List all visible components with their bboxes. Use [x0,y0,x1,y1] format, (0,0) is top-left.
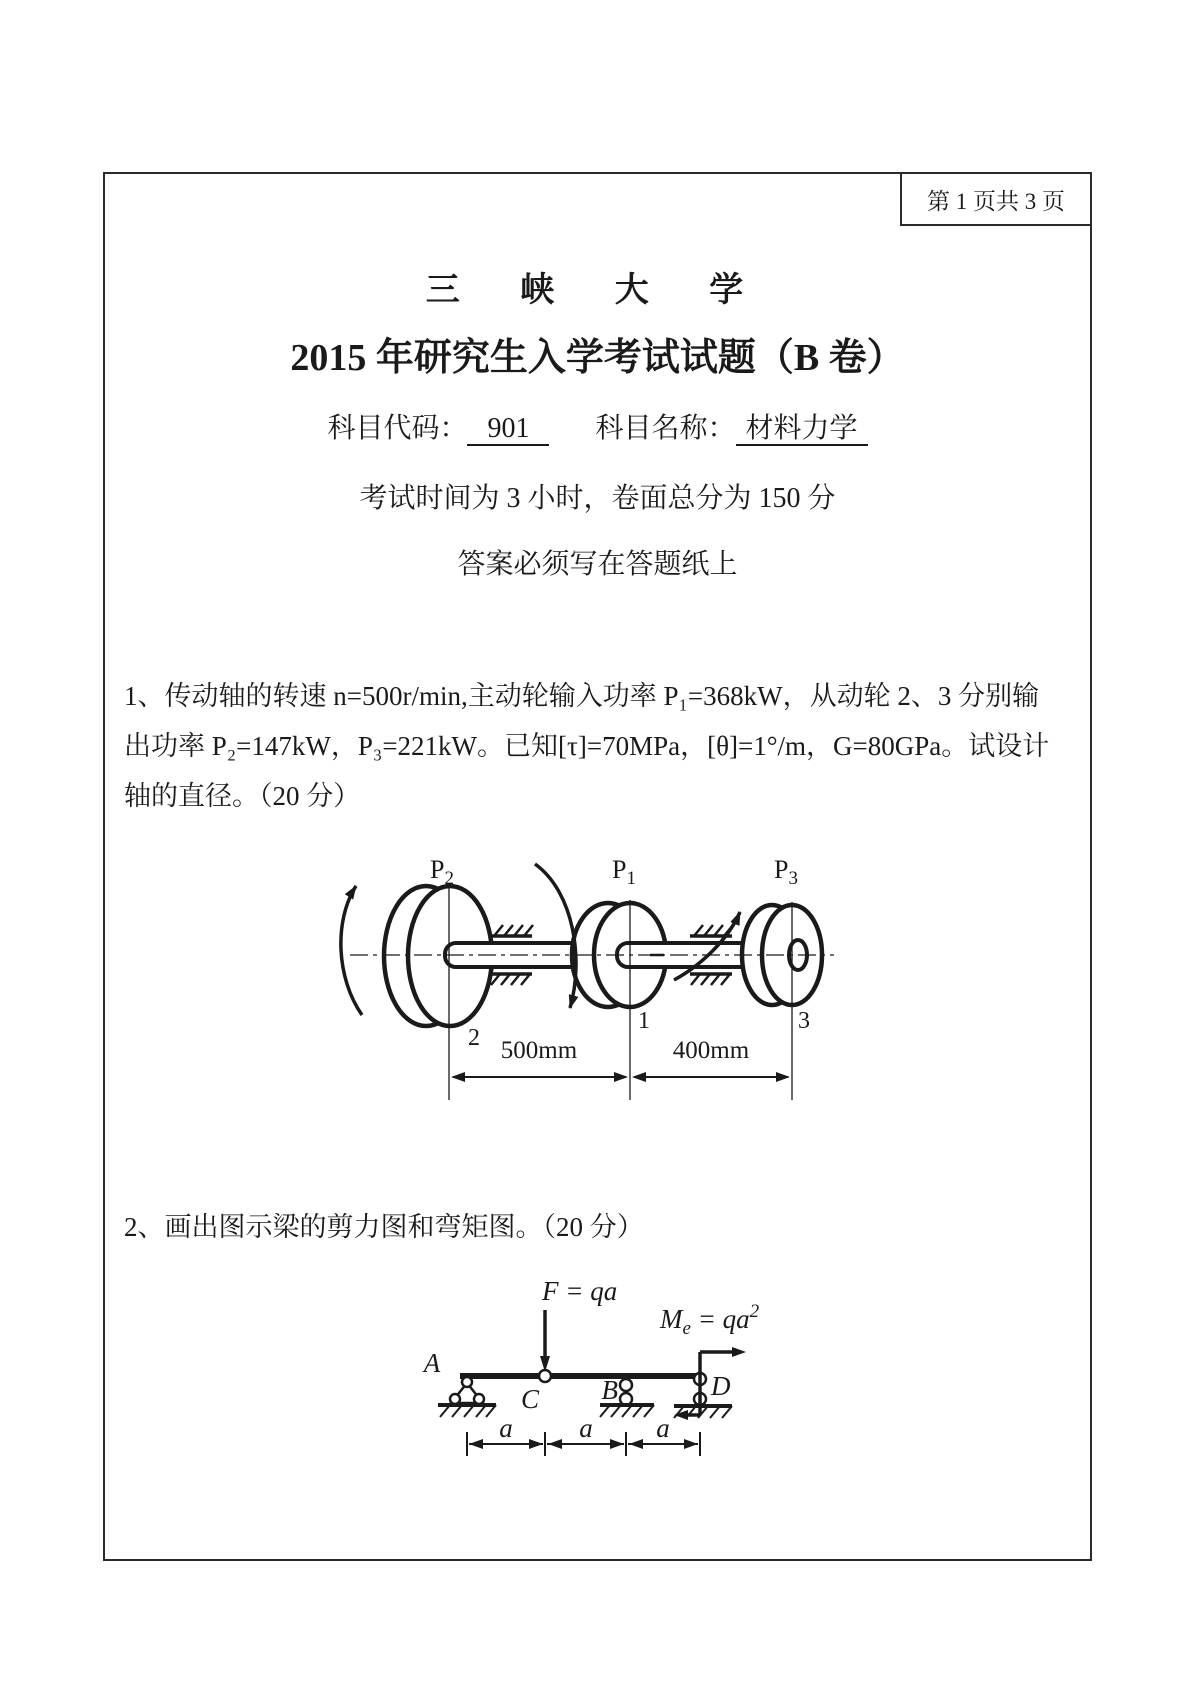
subject-line [105,406,1090,446]
beam-diagram [402,1252,832,1502]
subject-name-value: 材料力学 [736,413,868,446]
subject-code-label: 科目代码： [327,413,468,444]
shaft-diagram [332,800,852,1120]
question1-text [124,671,1064,821]
exam-duration: 考试时间为 3 小时，卷面总分为 150 分 [359,483,836,514]
force-label: F = qa [542,1276,618,1306]
label-P3: $P_3$ [774,855,798,889]
point-label-C: C [520,1384,540,1414]
wheel-number-3: 3 [798,1008,810,1034]
label-P1: $P_1$ [612,855,636,889]
answer-note: 答案必须写在答题纸上 [457,549,738,580]
svg-text:400mm: 400mm [672,1037,750,1064]
page-number-box [900,172,1092,226]
beam-dimensions [467,1413,700,1456]
dim-a-2: a [579,1413,593,1443]
dim-a-3: a [656,1413,670,1443]
question1-line2: 出功率 P₂=147kW，P₃=221kW。已知[τ]=70MPa，[θ]=1°/m，G=80GPa。试设计 [124,731,1050,761]
wheel-number-1: 1 [638,1008,650,1034]
rotation-arrow-left [341,886,362,1015]
rotation-arrow-middle [535,864,576,1008]
exam-page [103,172,1092,1561]
subject-code-value: 901 [467,413,549,446]
support-A [438,1377,496,1417]
question1-line3: 轴的直径。（20 分） [124,781,361,811]
force-arrow [540,1310,550,1372]
moment-label: $M_e = qa^2$ [660,1301,760,1339]
question2-text: 2、画出图示梁的剪力图和弯矩图。（20 分） [124,1212,644,1242]
university-name: 三 峡 大 学 [425,272,770,309]
point-label-D: D [711,1371,731,1401]
point-label-B: B [601,1375,618,1405]
question1-line1: 1、传动轴的转速 n=500r/min,主动轮输入功率 P₁=368kW，从动轮 2、3 分别输 [124,681,1040,711]
point-label-A: A [423,1348,441,1378]
svg-text:500mm: 500mm [500,1037,578,1064]
page-indicator: 第 1 页共 3 页 [927,188,1065,214]
exam-title: 2015 年研究生入学考试试题（B 卷） [290,337,905,379]
label-P2: $P_2$ [430,855,454,889]
dimension-400mm [632,1037,790,1082]
dim-a-1: a [499,1413,513,1443]
moment-couple [674,1347,746,1420]
subject-name-label: 科目名称： [595,413,736,444]
wheel-number-2: 2 [468,1025,480,1051]
